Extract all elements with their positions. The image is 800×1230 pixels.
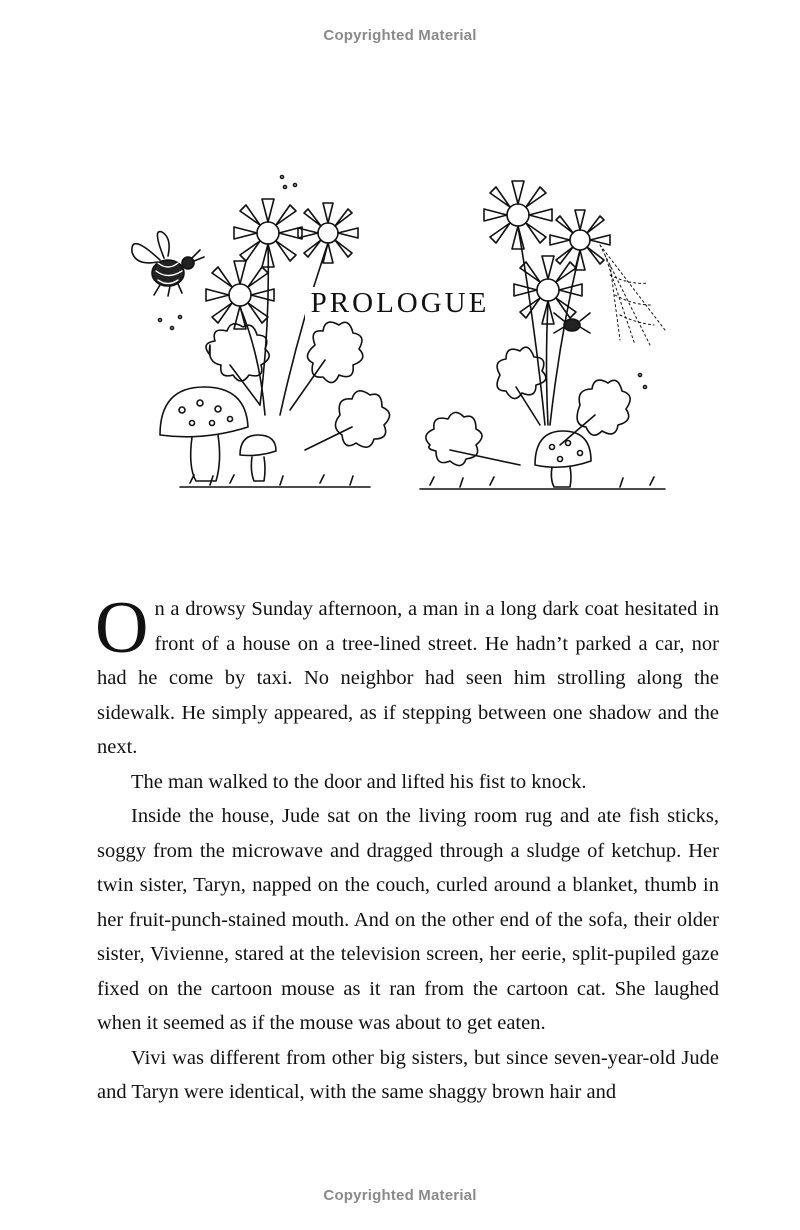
paragraph-2: The man walked to the door and lifted his fist to knock. [131, 770, 587, 793]
watermark-top: Copyrighted Material [323, 27, 477, 44]
paragraph-3: Inside the house, Jude sat on the living room rug and ate fish sticks, soggy from the microwave and dragged through a sludge of ketchup. Her twin sister, Taryn, napped on the couch, curled around a blanket, thumb in her fruit-punch-stained mouth. And on the other end of the sofa, their older sister, Vivienne, stared at the television screen, her eerie, split-pupiled gaze fixed on the cartoon mouse as it ran from the cartoon cat. She laughed when it seemed as if the mouse was about to get eaten. [97, 805, 719, 1034]
oak-leaves-right-icon [426, 347, 630, 465]
paragraph-1 [95, 587, 719, 765]
body-text [95, 587, 719, 1110]
mushroom-right-icon [535, 431, 591, 487]
mushroom-left-icon [160, 387, 276, 481]
chapter-title [0, 287, 800, 320]
paragraph-1-text: n a drowsy Sunday afternoon, a man in a long dark coat hesitated in front of a house on a tree-lined street. He hadn’t parked a car, nor had he come by taxi. No neighbor had seen him strolling along the sidewalk. He simply appeared, as if stepping between one shadow and the next. [97, 598, 719, 758]
drop-cap: O [95, 587, 149, 669]
prologue-illustration [120, 165, 680, 505]
watermark-bottom: Copyrighted Material [323, 1187, 477, 1204]
chapter-title-text: PROLOGUE [305, 287, 496, 319]
paragraph-4: Vivi was different from other big sisters, but since seven-year-old Jude and Taryn were identical, with the same shaggy brown hair and [97, 1046, 719, 1103]
